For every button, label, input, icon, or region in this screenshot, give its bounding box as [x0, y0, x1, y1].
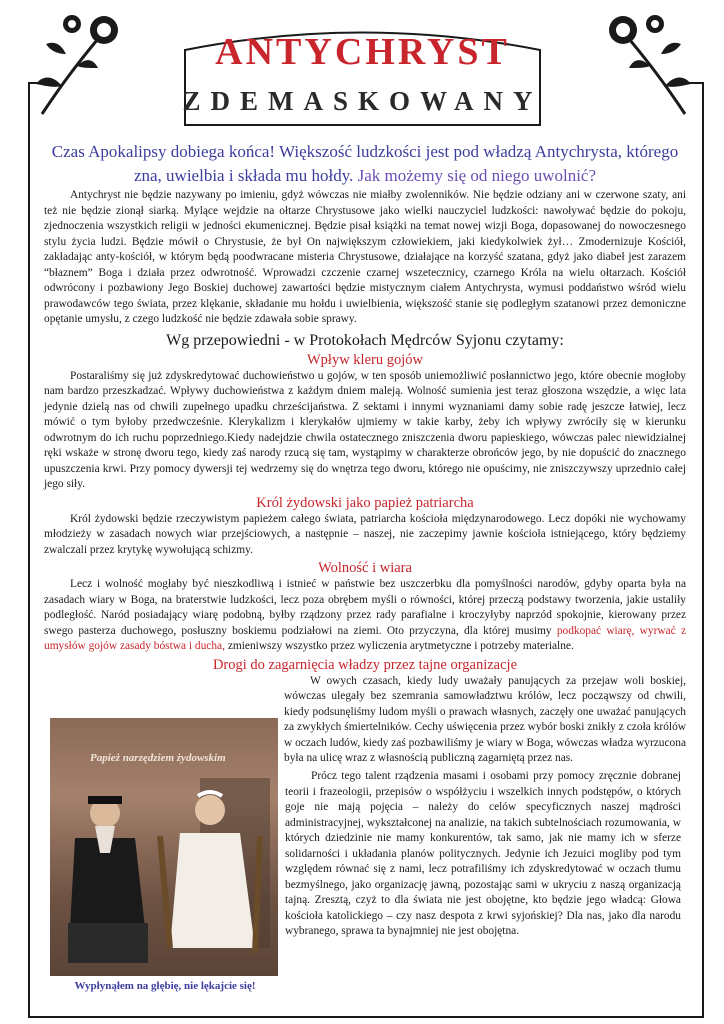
flower-ornament-icon: [32, 4, 127, 124]
photo-overlay-caption: Papież narzędziem żydowskim: [90, 752, 226, 764]
section-paragraph: Postaraliśmy się już zdyskredytować duchowieństwo u gojów, w ten sposób uniemożliwić posłannictwo jego, które obecnie mogłoby nam bardzo przeszkadzać. Wpływy duchowieństwa z każdym dniem maleją. Wolność sumienia jest teraz głoszona wszędzie, a więc lata jedynie dzielą nas od chwili zupełnego upadku chrześcijaństwa. Z sektami i innymi wyznaniami damy sobie radę jeszcze łatwiej, lecz mówić o tym byłoby przedwcześnie. Klerykalizm i klerykałów ujmiemy w takie karby, żeby ich wpływy zwróciły się w kierunku odwrotnym do ich ruchu poprzedniego.Kiedy nadejdzie chwila ostatecznego zniszczenia dworu papieskiego, wówczas palec niewidzialnej ręki wskaże w stronę dworu tego, kiedy zaś narody rzucą się tam, wystąpimy w charakterze obrońców jego, by nie dopuścić do znacznego upuszczenia krwi. Przy pomocy dywersji tej wedrzemy się do wnętrza tego dworu, którego nie opuścimy, nie zniszczywszy uprzednio całej jego siły.: [44, 369, 686, 490]
paragraph-text: zmieniwszy wszystko przez wyliczenia arytmetyczne i potrzeby materialne.: [224, 640, 574, 652]
paragraph-text: Lecz i wolność mogłaby być nieszkodliwą i istnieć w państwie bez uszczerbku dla pomyślności narodów, gdyby oparta była na zasadach wiary w Boga, na braterstwie ludzkości, lecz poza obrębem myśli o równości, której przeczą podstawy tworzenia, jakie ustaliły podległość. Naród posiadający wiarę podobną, byłby rządzony przez rady parafialne i kroczyłyby naprzód spokojnie, kierowany przez swego pasterza duchowego, posłuszny boskiemu podziałowi na ziemi. Oto przyczyna, dla której musimy: [44, 578, 686, 637]
section-heading: Wolność i wiara: [318, 560, 412, 576]
title-banner: [165, 20, 560, 130]
section-paragraph: Król żydowski będzie rzeczywistym papieżem całego świata, patriarcha kościoła międzynarodowego. Lecz dopóki nie wychowamy młodzieży w zasadach nowych wiar przejściowych, a następnie – naszej, nie zaczepimy jawnie kościoła istniejącego, który będziemy zwalczali przez krytykę wywołującą schizmy.: [44, 512, 686, 556]
section-paragraph: [44, 577, 686, 655]
section-paragraph-first: W owych czasach, kiedy ludy uważały panujących za przejaw woli boskiej, wówczas ulegały bez szemrania samowładztwu królów, lecz począwszy od chwili, kiedy podsunęliśmy ludom myśli o prawach własnych, zaczęły one uważać panujących za zwykłych śmiertelników. Cechy uświęcenia przez wybór boski znikły z czoła królów w oczach ludów, kiedy zaś pozbawiliśmy je wiary w Boga, wówczas władza wyrzucona była na ulicę wraz z własnością publiczną zagarniętą przez nas.: [284, 674, 686, 764]
section-paragraph: Prócz tego talent rządzenia masami i osobami przy pomocy zręcznie dobranej teorii i frazeologii, przepisów o współżyciu i wszelkich innych podstępów, o których goje nie mają pojęcia – należy do celów specyficznych naszej mądrości administracyjnej, wykształconej na analizie, na takich subtelnościach rozumowania, w których dziedzinie nie mamy konkurentów, tak samo, jak nie mamy ich w sferze solidarności i układania planów politycznych. Jedynie ich Jezuici mogliby pod tym względem równać się z nami, lecz potrafiliśmy ich zdyskredytować w oczach tłumu bezmyślnego, jako organizację jawną, pozostając sami w ukryciu z naszą organizacją tajną. Zresztą, czyż to dla świata nie jest obojętne, kto będzie jego władcą: Głowa kościoła katolickiego – czy nasz despota z krwi syjońskiej? Dla nas, jako dla narodu wybranego, sprawa ta bynajmniej nie jest obojętna.: [285, 770, 681, 937]
side-column: [285, 769, 681, 940]
highlighted-text: podkopać wiarę, wyrwać z umysłów gojów zasady bóstwa i ducha,: [44, 624, 686, 652]
section-heading: Wpływ kleru gojów: [307, 351, 423, 368]
lead-question: Jak możemy się od niego uwolnić?: [357, 166, 597, 185]
intro-paragraph: Antychryst nie będzie nazywany po imieniu, gdyż wówczas nie miałby zwolenników. Nie będzie odziany ani w czerwone szaty, ani też nie będzie zionął siarką. Mylące wejdzie na ołtarze Chrystusowe jako wielki nauczyciel ludzkości: nawoływać będzie do pokoju, zjednoczenia wszystkich religii w jedności ekumenicznej. Będzie pisał książki na temat nowej wizji Boga, dopasowanej do nowoczesnego stylu życia ludzi. Będzie mówił o Chrystusie, że był On największym człowiekiem, jaki kiedykolwiek żył… Zmodernizuje Kościół, zakładając anty-kościół, w którym będą poodwracane misteria Chrystusowe, działające na korzyść szatana, gdyż jako diabeł jest zarazem “błaznem” Boga i działa przez odwrotność. Wprowadzi czczenie czarnej wszetecznicy, czarnego Króla na wielu ołtarzach. Kościół odwrócony i pozbawiony Jego Boskiej duchowej zawartości będzie mistycznym ciałem Antychrysta, wymusi poddaństwo wśród wielu prawodawców tego świata, przez klękanie, składanie mu hołdu i uwielbienia, większość stanie się podległym szatanowi przez demoniczne opętanie umysłu, z czego ludzkość nie będzie zdawała sobie sprawy.: [44, 189, 686, 325]
photo-caption: Wypłynąłem na głębię, nie lękajcie się!: [74, 980, 256, 992]
section-heading: Drogi do zagarnięcia władzy przez tajne organizacje: [212, 656, 518, 673]
section-heading: Król żydowski jako papież patriarcha: [256, 494, 474, 511]
page-subtitle: ZDEMASKOWANY: [182, 86, 543, 116]
lead-text: [44, 140, 686, 188]
protocols-heading: Wg przepowiedni - w Protokołach Mędrców Syjonu czytamy:: [166, 331, 564, 349]
page-title: ANTYCHRYST: [215, 31, 510, 73]
photo: [50, 718, 278, 976]
flower-ornament-icon: [600, 4, 695, 124]
lead-statement: Czas Apokalipsy dobiega końca! Większość ludzkości jest pod władzą Antychrysta, którego zna, uwielbia i składa mu hołdy.: [51, 142, 679, 185]
